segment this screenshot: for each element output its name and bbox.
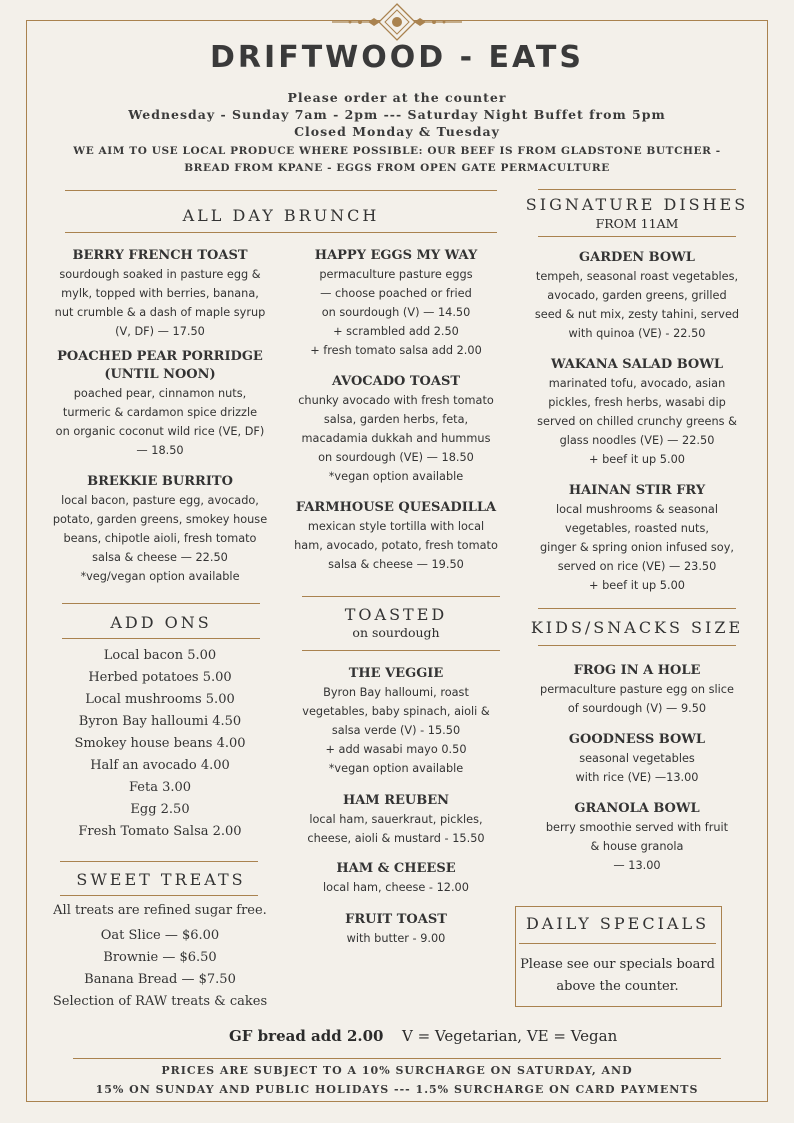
menu-item-happy-eggs [285, 247, 507, 360]
item-desc: salsa verde (V) - 15.50 [331, 724, 461, 737]
section-title-addons: ADD ONS [110, 613, 212, 632]
item-desc: macadamia dukkah and hummus [301, 432, 491, 445]
item-desc: *veg/vegan option available [80, 570, 240, 583]
item-desc: with quinoa (VE) - 22.50 [568, 327, 706, 340]
specials-line: Please see our specials board [520, 957, 715, 972]
item-desc: — choose poached or fried [320, 287, 472, 300]
list-item: Fresh Tomato Salsa 2.00 [78, 824, 242, 839]
item-name: WAKANA SALAD BOWL [550, 357, 723, 372]
item-name: BERRY FRENCH TOAST [72, 248, 248, 263]
item-name: FARMHOUSE QUESADILLA [295, 500, 497, 515]
menu-item-frog-in-a-hole [520, 662, 754, 718]
brunch-rule-bottom [65, 232, 497, 233]
item-name: POACHED PEAR PORRIDGE [57, 349, 263, 364]
addons-list [40, 645, 280, 843]
item-desc: local mushrooms & seasonal [555, 503, 718, 516]
list-item: Byron Bay halloumi 4.50 [78, 714, 242, 729]
item-desc: on sourdough (V) — 14.50 [321, 306, 471, 319]
toasted-subtitle: on sourdough [352, 625, 440, 640]
item-name: GRANOLA BOWL [574, 801, 700, 816]
sweet-rule-top [60, 861, 258, 862]
item-desc: permaculture pasture egg on slice [540, 683, 734, 696]
ornament-icon [330, 3, 464, 41]
specials-text [515, 954, 720, 998]
item-name: HAPPY EGGS MY WAY [314, 248, 478, 263]
order-note: Please order at the counter [287, 90, 507, 105]
item-name: HAM REUBEN [342, 793, 450, 808]
menu-item-wakana-salad-bowl [520, 356, 754, 469]
menu-item-the-veggie [285, 665, 507, 778]
item-desc: permaculture pasture eggs [319, 268, 473, 281]
item-name: FROG IN A HOLE [573, 663, 701, 678]
item-desc: — 13.00 [613, 859, 661, 872]
diet-legend: V = Vegetarian, VE = Vegan [402, 1027, 618, 1045]
item-name: GARDEN BOWL [579, 250, 695, 265]
item-name: FRUIT TOAST [345, 912, 447, 927]
item-desc: (V, DF) — 17.50 [115, 325, 205, 338]
local-produce-line-1: WE AIM TO USE LOCAL PRODUCE WHERE POSSIBLE: OUR BEEF IS FROM GLADSTONE BUTCHER - [73, 145, 721, 157]
item-desc: Byron Bay halloumi, roast [323, 686, 469, 699]
signature-rule-bottom [538, 236, 736, 237]
menu-item-avocado-toast [285, 373, 507, 486]
list-item: Brownie — $6.50 [103, 950, 217, 965]
item-desc: tempeh, seasonal roast vegetables, [535, 270, 739, 283]
menu-item-ham-and-cheese [285, 860, 507, 897]
item-desc: potato, garden greens, smokey house [52, 513, 268, 526]
item-desc: local ham, sauerkraut, pickles, [309, 813, 483, 826]
item-desc: seed & nut mix, zesty tahini, served [534, 308, 740, 321]
menu-item-fruit-toast [285, 911, 507, 948]
list-item: Herbed potatoes 5.00 [88, 670, 232, 685]
item-desc: beans, chipotle aioli, fresh tomato [63, 532, 257, 545]
menu-item-garden-bowl [520, 249, 754, 343]
item-desc: local ham, cheese - 12.00 [323, 881, 469, 894]
item-desc: salsa & cheese — 22.50 [92, 551, 228, 564]
menu-item-brekkie-burrito [40, 473, 280, 586]
menu-item-granola-bowl [520, 800, 754, 875]
item-desc: + scrambled add 2.50 [333, 325, 459, 338]
item-desc: + fresh tomato salsa add 2.00 [310, 344, 482, 357]
menu-item-ham-reuben [285, 792, 507, 848]
item-desc: mexican style tortilla with local [307, 520, 485, 533]
item-desc: local bacon, pasture egg, avocado, [61, 494, 259, 507]
kids-rule-top [538, 608, 736, 609]
list-item: Banana Bread — $7.50 [84, 972, 236, 987]
item-desc: on organic coconut wild rice (VE, DF) [55, 425, 265, 438]
sweet-note: All treats are refined sugar free. [53, 903, 267, 918]
specials-line: above the counter. [556, 979, 679, 994]
item-desc: cheese, aioli & mustard - 15.50 [307, 832, 485, 845]
addons-rule-bottom [62, 638, 260, 639]
item-desc: seasonal vegetables [579, 752, 695, 765]
section-title-sweet: SWEET TREATS [76, 870, 246, 889]
item-name: HAINAN STIR FRY [568, 483, 706, 498]
section-title-specials: DAILY SPECIALS [525, 914, 710, 933]
item-name: HAM & CHEESE [336, 861, 456, 876]
item-desc: served on chilled crunchy greens & [537, 415, 737, 428]
gf-bread-note: GF bread add 2.00 [229, 1027, 384, 1045]
list-item: Feta 3.00 [128, 780, 192, 795]
toasted-rule-bottom [302, 650, 500, 651]
item-name: AVOCADO TOAST [331, 374, 461, 389]
section-title-kids: KIDS/SNACKS SIZE [530, 618, 744, 637]
item-name: THE VEGGIE [348, 666, 444, 681]
list-item: Oat Slice — $6.00 [100, 928, 220, 943]
menu-item-hainan-stir-fry [520, 482, 754, 595]
specials-rule [519, 943, 716, 944]
closed-days: Closed Monday & Tuesday [294, 124, 500, 139]
sweet-list [40, 900, 280, 1013]
item-desc: avocado, garden greens, grilled [547, 289, 727, 302]
signature-rule-top [538, 189, 736, 190]
item-desc: served on rice (VE) — 23.50 [557, 560, 717, 573]
addons-rule-top [62, 603, 260, 604]
item-desc: mylk, topped with berries, banana, [61, 287, 259, 300]
signature-subtitle: FROM 11AM [595, 216, 679, 231]
item-desc: on sourdough (VE) — 18.50 [318, 451, 474, 464]
brunch-rule-top [65, 190, 497, 191]
opening-hours: Wednesday - Sunday 7am - 2pm --- Saturday Night Buffet from 5pm [128, 107, 666, 122]
kids-rule-bottom [538, 645, 736, 646]
footer-rule [73, 1058, 721, 1059]
item-desc: with butter - 9.00 [346, 932, 446, 945]
item-name-note: (UNTIL NOON) [104, 367, 216, 382]
item-desc: vegetables, baby spinach, aioli & [302, 705, 490, 718]
item-desc: marinated tofu, avocado, asian [548, 377, 726, 390]
item-desc: & house granola [590, 840, 684, 853]
local-produce-line-2: BREAD FROM KPANE - EGGS FROM OPEN GATE PERMACULTURE [184, 162, 610, 174]
section-title-signature: SIGNATURE DISHES [525, 195, 749, 214]
item-desc: berry smoothie served with fruit [545, 821, 729, 834]
sweet-rule-bottom [60, 895, 258, 896]
item-desc: chunky avocado with fresh tomato [298, 394, 494, 407]
item-desc: + add wasabi mayo 0.50 [325, 743, 467, 756]
item-desc: sourdough soaked in pasture egg & [59, 268, 261, 281]
surcharge-line-2: 15% ON SUNDAY AND PUBLIC HOLIDAYS --- 1.5% SURCHARGE ON CARD PAYMENTS [95, 1083, 699, 1096]
item-desc: of sourdough (V) — 9.50 [567, 702, 707, 715]
menu-item-berry-french-toast [40, 247, 280, 341]
item-desc: salsa, garden herbs, feta, [323, 413, 469, 426]
item-name: GOODNESS BOWL [568, 732, 706, 747]
page-title: DRIFTWOOD - EATS [210, 40, 584, 75]
list-item: Local bacon 5.00 [103, 648, 217, 663]
item-desc: + beef it up 5.00 [589, 453, 685, 466]
menu-item-farmhouse-quesadilla [285, 499, 507, 574]
item-desc: salsa & cheese — 19.50 [328, 558, 464, 571]
list-item: Egg 2.50 [130, 802, 190, 817]
item-desc: vegetables, roasted nuts, [565, 522, 709, 535]
item-desc: glass noodles (VE) — 22.50 [559, 434, 715, 447]
item-desc: with rice (VE) —13.00 [575, 771, 699, 784]
menu-item-poached-pear-porridge [40, 348, 280, 460]
section-title-brunch: ALL DAY BRUNCH [182, 206, 380, 225]
item-desc: ginger & spring onion infused soy, [540, 541, 734, 554]
surcharge-line-1: PRICES ARE SUBJECT TO A 10% SURCHARGE ON SATURDAY, AND [161, 1064, 633, 1077]
list-item: Smokey house beans 4.00 [74, 736, 246, 751]
item-name: BREKKIE BURRITO [87, 474, 233, 489]
item-desc: pickles, fresh herbs, wasabi dip [548, 396, 726, 409]
item-desc: + beef it up 5.00 [589, 579, 685, 592]
toasted-rule-top [302, 596, 500, 597]
list-item: Local mushrooms 5.00 [85, 692, 235, 707]
item-desc: nut crumble & a dash of maple syrup [54, 306, 266, 319]
item-desc: poached pear, cinnamon nuts, [73, 387, 247, 400]
list-item: Selection of RAW treats & cakes [52, 994, 268, 1009]
item-desc: *vegan option available [328, 470, 464, 483]
section-title-toasted: TOASTED [344, 605, 448, 624]
item-desc: turmeric & cardamon spice drizzle [62, 406, 258, 419]
item-desc: *vegan option available [328, 762, 464, 775]
list-item: Half an avocado 4.00 [90, 758, 230, 773]
item-desc: ham, avocado, potato, fresh tomato [294, 539, 498, 552]
menu-item-goodness-bowl [520, 731, 754, 787]
item-desc: — 18.50 [136, 444, 184, 457]
